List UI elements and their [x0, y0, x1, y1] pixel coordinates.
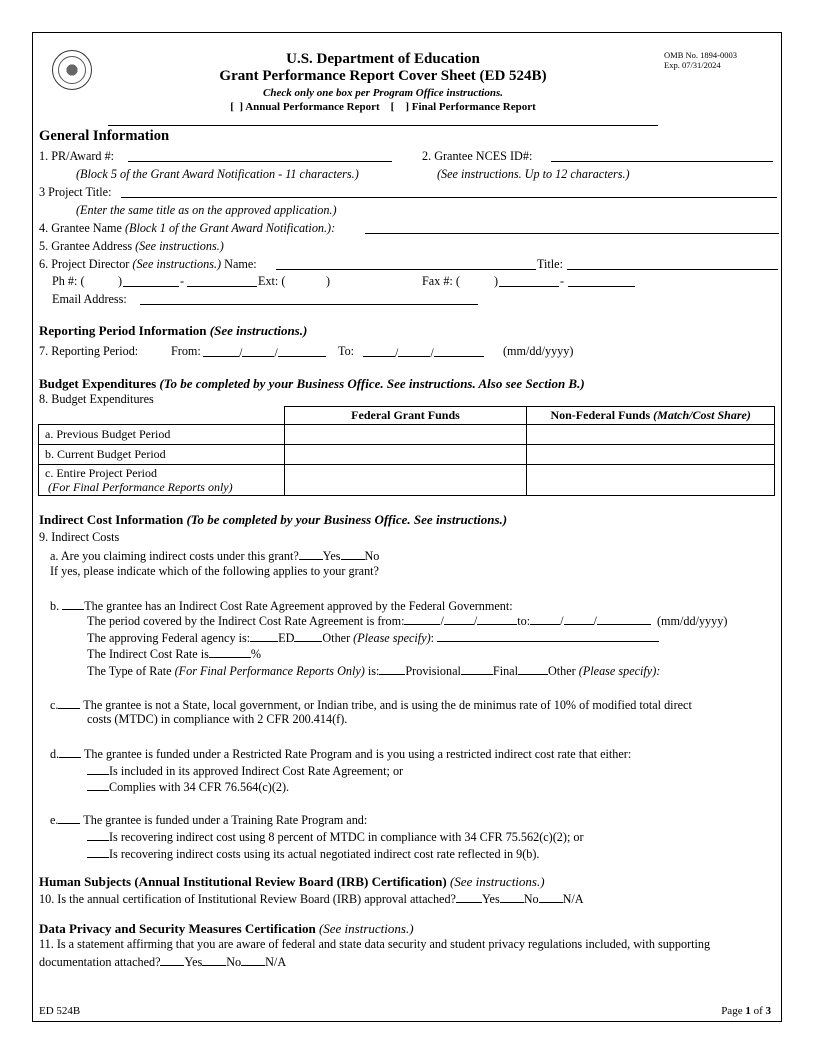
director-name-label: Name:: [224, 257, 257, 271]
indirect-b-other2: Other: [547, 664, 576, 678]
indirect-c-row: [50, 696, 692, 713]
reporting-period-label: 7. Reporting Period:: [39, 344, 139, 358]
indirect-b-format: (mm/dd/yyyy): [656, 614, 728, 628]
fax-number-field[interactable]: [568, 274, 635, 287]
indirect-b-text: The grantee has an Indirect Cost Rate Agreement approved by the Federal Government:: [84, 599, 513, 613]
phone-label: Ph #: (: [52, 274, 85, 288]
indirect-b-ed-blank[interactable]: [250, 629, 278, 642]
nces-label: 2. Grantee NCES ID#:: [422, 149, 533, 163]
indirect-b-to-day[interactable]: [564, 612, 594, 625]
reporting-format: (mm/dd/yyyy): [503, 344, 574, 358]
privacy-question-line2: documentation attached?: [39, 955, 161, 969]
indirect-a-yes-blank[interactable]: [299, 547, 323, 560]
indirect-a-row: [50, 547, 379, 564]
final-report-checkbox[interactable]: [ ]: [390, 101, 409, 113]
ext-label: Ext: (: [258, 274, 286, 288]
director-name-field[interactable]: [276, 257, 536, 270]
indirect-b-period-row: The period covered by the Indirect Cost Rate Agreement is from: / / to: / / (mm/dd/yyyy): [87, 614, 728, 628]
phone-prefix-field[interactable]: [123, 274, 179, 287]
indirect-e-opt2: [87, 845, 539, 862]
indirect-b-type-hint: (For Final Performance Reports Only): [174, 664, 365, 678]
irb-no-blank[interactable]: [500, 890, 524, 903]
fax-paren: ): [494, 274, 499, 288]
irb-heading: [39, 874, 545, 890]
grantee-name-field[interactable]: [365, 221, 779, 234]
indirect-b-from-year[interactable]: [477, 612, 517, 625]
indirect-b-other: Other: [322, 631, 351, 645]
indirect-d-opt2: [87, 778, 289, 795]
budget-col-nonfederal-hint: (Match/Cost Share): [653, 408, 751, 422]
indirect-c-text2: costs (MTDC) in compliance with 2 CFR 200.414(f).: [87, 712, 348, 726]
indirect-b-to-label: to:: [517, 614, 531, 628]
privacy-heading-hint: (See instructions.): [318, 921, 414, 936]
indirect-b-agency-row: The approving Federal agency is: ED Other (Please specify):: [87, 629, 659, 646]
indirect-heading: [39, 512, 507, 528]
budget-col-nonfederal-text: Non-Federal Funds: [550, 408, 651, 422]
director-title-field[interactable]: [567, 257, 778, 270]
indirect-b-prefix: b.: [50, 599, 60, 613]
privacy-heading: [39, 921, 414, 937]
budget-nonfederal-cell[interactable]: [527, 465, 775, 496]
indirect-b-agency-field[interactable]: [437, 629, 659, 642]
indirect-a-yes: Yes: [322, 549, 341, 563]
indirect-a-no-blank[interactable]: [341, 547, 365, 560]
fax-prefix-field[interactable]: [499, 274, 559, 287]
nces-field[interactable]: [551, 149, 773, 162]
department-name: U.S. Department of Education: [286, 51, 480, 67]
indirect-e-row: [50, 811, 367, 828]
indirect-b-provisional: Provisional: [405, 664, 461, 678]
indirect-b-rate-label: The Indirect Cost Rate is: [87, 647, 209, 661]
annual-report-label: Annual Performance Report: [245, 101, 380, 113]
indirect-e-opt1-blank[interactable]: [87, 828, 109, 841]
expiration-date: Exp. 07/31/2024: [664, 60, 721, 70]
indirect-d-prefix: d.: [50, 747, 60, 761]
indirect-d-opt2-blank[interactable]: [87, 778, 109, 791]
form-instruction: Check only one box per Program Office instructions.: [263, 87, 503, 99]
email-field[interactable]: [140, 292, 478, 305]
indirect-b-from-day[interactable]: [444, 612, 474, 625]
grantee-name-label: 4. Grantee Name: [39, 221, 122, 235]
fax-dash: -: [560, 274, 565, 288]
table-row: [39, 465, 775, 496]
annual-report-checkbox[interactable]: [ ]: [230, 101, 244, 113]
indirect-b-to-year[interactable]: [597, 612, 651, 625]
grantee-name-row: [39, 221, 335, 236]
budget-row-label-cell: [39, 465, 285, 496]
reporting-from-label: From:: [171, 344, 201, 358]
budget-federal-cell[interactable]: [284, 465, 527, 496]
indirect-b-final: Final: [492, 664, 518, 678]
indirect-b-period-label: The period covered by the Indirect Cost Rate Agreement is from:: [87, 614, 405, 628]
indirect-b-specify: (Please specify): [353, 631, 431, 645]
budget-table: [38, 406, 775, 496]
indirect-e-opt2-text: Is recovering indirect costs using its actual negotiated indirect cost rate reflected in 9(b).: [109, 847, 540, 861]
director-hint: (See instructions.): [132, 257, 222, 271]
pr-award-hint: (Block 5 of the Grant Award Notification - 11 characters.): [76, 167, 359, 181]
irb-yes: Yes: [481, 892, 500, 906]
indirect-b-pct: %: [250, 647, 262, 661]
budget-nonfederal-cell[interactable]: [527, 425, 775, 445]
indirect-e-opt1: [87, 828, 584, 845]
form-title: Grant Performance Report Cover Sheet (ED 524B): [219, 68, 547, 84]
grantee-name-hint: (Block 1 of the Grant Award Notification.):: [124, 221, 336, 235]
privacy-yes: Yes: [184, 955, 203, 969]
omb-number: OMB No. 1894-0003: [664, 50, 737, 60]
director-row: [39, 257, 257, 272]
table-row: [39, 425, 775, 445]
irb-na: N/A: [562, 892, 584, 906]
indirect-heading-hint: (To be completed by your Business Office. See instructions.): [186, 512, 508, 527]
irb-heading-hint: (See instructions.): [449, 874, 545, 889]
privacy-yes-blank[interactable]: [160, 953, 184, 966]
reporting-from-field[interactable]: / /: [203, 344, 326, 361]
indirect-b-rate-row: [87, 645, 261, 662]
budget-federal-cell[interactable]: [284, 445, 527, 465]
indirect-d-opt1-text: Is included in its approved Indirect Cost Rate Agreement; or: [109, 764, 404, 778]
reporting-to-field[interactable]: / /: [363, 344, 484, 361]
indirect-c-prefix: c.: [50, 698, 59, 712]
privacy-question-row: [39, 953, 286, 970]
pr-award-label: 1. PR/Award #:: [39, 149, 115, 163]
budget-header-blank: [39, 407, 285, 425]
project-title-field[interactable]: [121, 185, 777, 198]
footer-form-id: ED 524B: [39, 1005, 81, 1017]
footer-page-total: 3: [765, 1005, 771, 1017]
indirect-d-row: [50, 745, 631, 762]
indirect-b-other2-blank[interactable]: [518, 662, 548, 675]
budget-col-nonfederal: [527, 407, 775, 425]
indirect-e-opt2-blank[interactable]: [87, 845, 109, 858]
grantee-address-hint: (See instructions.): [135, 239, 224, 253]
project-title-hint: (Enter the same title as on the approved application.): [76, 203, 337, 217]
grantee-address-label: 5. Grantee Address: [39, 239, 133, 253]
pr-award-field[interactable]: [128, 149, 392, 162]
indirect-a-question: a. Are you claiming indirect costs under this grant?: [50, 549, 299, 563]
reporting-heading-text: Reporting Period Information: [39, 323, 207, 338]
irb-question: 10. Is the annual certification of Institutional Review Board (IRB) approval attached?: [39, 892, 456, 906]
indirect-c-text1: The grantee is not a State, local government, or Indian tribe, and is using the de minimus rate of 10% of modified total direct: [83, 698, 692, 712]
privacy-question-line1: 11. Is a statement affirming that you are aware of federal and state data security and student privacy regulations included, with supporting: [39, 937, 711, 951]
indirect-b-to-month[interactable]: [530, 612, 560, 625]
privacy-no: No: [226, 955, 242, 969]
budget-heading-hint: (To be completed by your Business Office. See instructions. Also see Section B.): [159, 376, 585, 391]
privacy-na: N/A: [265, 955, 287, 969]
phone-dash: -: [180, 274, 185, 288]
irb-no: No: [523, 892, 539, 906]
reporting-heading: [39, 323, 307, 339]
indirect-b-type-label: The Type of Rate: [87, 664, 172, 678]
header-divider: [108, 125, 658, 126]
reporting-heading-hint: (See instructions.): [209, 323, 308, 338]
phone-number-field[interactable]: [187, 274, 257, 287]
footer-page-number: [721, 1005, 771, 1017]
budget-col-federal: Federal Grant Funds: [284, 407, 527, 425]
budget-row-label: a. Previous Budget Period: [39, 425, 285, 445]
pr-award-row: [39, 149, 114, 164]
indirect-d-opt1-blank[interactable]: [87, 762, 109, 775]
director-title-label: Title:: [537, 257, 563, 271]
indirect-d-opt2-text: Complies with 34 CFR 76.564(c)(2).: [109, 780, 290, 794]
indirect-b-type-row: [87, 662, 660, 679]
indirect-b-final-blank[interactable]: [461, 662, 493, 675]
director-label: 6. Project Director: [39, 257, 130, 271]
indirect-d-text: The grantee is funded under a Restricted Rate Program and is you using a restricted indirect cost rate that either:: [83, 747, 632, 761]
privacy-no-blank[interactable]: [202, 953, 226, 966]
indirect-heading-text: Indirect Cost Information: [39, 512, 184, 527]
general-info-heading: General Information: [39, 128, 170, 144]
budget-heading: [39, 376, 585, 392]
budget-nonfederal-cell[interactable]: [527, 445, 775, 465]
budget-row-label: c. Entire Project Period: [45, 466, 157, 480]
footer-page-current: 1: [745, 1005, 751, 1017]
budget-row-note: (For Final Performance Reports only): [48, 480, 233, 494]
privacy-heading-text: Data Privacy and Security Measures Certification: [39, 921, 316, 936]
indirect-a-followup: If yes, please indicate which of the following applies to your grant?: [50, 564, 379, 578]
indirect-b-specify2: (Please specify):: [578, 664, 661, 678]
indirect-b-other-blank[interactable]: [294, 629, 322, 642]
indirect-b-rate-field[interactable]: [209, 645, 251, 658]
grantee-address-row: [39, 239, 224, 254]
budget-label: 8. Budget Expenditures: [39, 392, 154, 406]
indirect-d-blank[interactable]: [59, 745, 81, 758]
indirect-label: 9. Indirect Costs: [39, 530, 120, 544]
final-report-label: Final Performance Report: [411, 101, 536, 113]
indirect-e-prefix: e.: [50, 813, 59, 827]
indirect-b-blank[interactable]: [62, 597, 84, 610]
indirect-e-blank[interactable]: [58, 811, 80, 824]
phone-paren: ): [118, 274, 123, 288]
irb-na-blank[interactable]: [539, 890, 563, 903]
indirect-d-opt1: [87, 762, 403, 779]
fax-label: Fax #: (: [422, 274, 460, 288]
indirect-b-from-month[interactable]: [404, 612, 440, 625]
reporting-to-label: To:: [338, 344, 355, 358]
budget-heading-text: Budget Expenditures: [39, 376, 157, 391]
project-title-label: 3 Project Title:: [39, 185, 112, 199]
privacy-na-blank[interactable]: [241, 953, 265, 966]
nces-hint: (See instructions. Up to 12 characters.): [437, 167, 630, 181]
budget-header-row: [39, 407, 775, 425]
irb-yes-blank[interactable]: [456, 890, 482, 903]
email-label: Email Address:: [52, 292, 127, 306]
indirect-c-blank[interactable]: [58, 696, 80, 709]
report-type-options: [0, 101, 766, 113]
budget-federal-cell[interactable]: [284, 425, 527, 445]
irb-heading-text: Human Subjects (Annual Institutional Review Board (IRB) Certification): [39, 874, 447, 889]
indirect-b-provisional-blank[interactable]: [379, 662, 405, 675]
indirect-b-ed: ED: [278, 631, 295, 645]
footer-page-prefix: Page: [721, 1005, 743, 1017]
indirect-e-opt1-text: Is recovering indirect cost using 8 percent of MTDC in compliance with 34 CFR 75.562(c)(2); or: [109, 830, 584, 844]
footer-page-of: of: [753, 1005, 763, 1017]
indirect-a-no: No: [364, 549, 380, 563]
irb-question-row: [39, 890, 584, 907]
table-row: [39, 445, 775, 465]
budget-row-label: b. Current Budget Period: [39, 445, 285, 465]
indirect-b-agency-label: The approving Federal agency is:: [87, 631, 251, 645]
indirect-e-text: The grantee is funded under a Training Rate Program and:: [83, 813, 368, 827]
indirect-b-is: is:: [367, 664, 380, 678]
ext-paren: ): [326, 274, 331, 288]
